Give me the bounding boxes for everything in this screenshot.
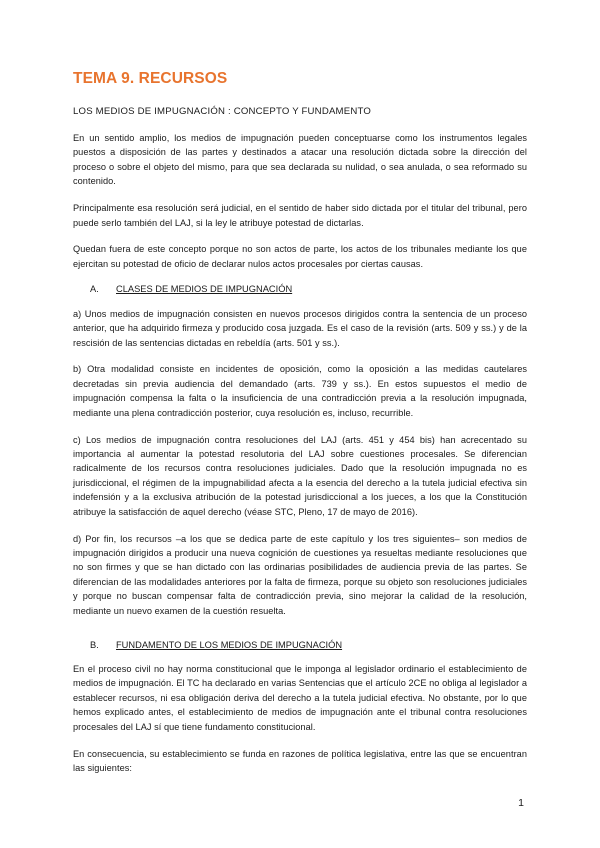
page-number: 1: [518, 797, 524, 809]
section-a-letter: A.: [90, 283, 99, 294]
page-subtitle: LOS MEDIOS DE IMPUGNACIÓN : CONCEPTO Y FUNDAMENTO: [73, 106, 372, 117]
section-b-title: FUNDAMENTO DE LOS MEDIOS DE IMPUGNACIÓN: [116, 639, 343, 650]
intro-paragraph: Principalmente esa resolución será judicial, en el sentido de haber sido dictada por el titular del tribunal, pero puede serlo también del LAJ, si la ley le atribuye potestad de dictarlas.: [73, 203, 527, 228]
section-a-paragraph: d) Por fin, los recursos –a los que se dedica parte de este capítulo y los tres siguientes– son medios de impugnación dirigidos a producir una nueva cognición de cuestiones ya resueltas mediante resoluciones que no son firmes y que se han dictado con las ordinarias posibilidades de audiencia previa de las partes. Se diferencian de las modalidades anteriores por la falta de firmeza, porque su objeto son resoluciones judiciales y porque no buscan compensar falta de contradicción previa, sino mejorar la calidad de la resolución, mediante un nuevo examen de la cuestión resuelta.: [73, 533, 527, 616]
section-a-paragraph: a) Unos medios de impugnación consisten en nuevos procesos dirigidos contra la sentencia de un proceso anterior, que ha adquirido firmeza y producido cosa juzgada. Es el caso de la revisión (arts. 509 y ss.) y de la rescisión de las sentencias dictadas en rebeldía (arts. 501 y ss.).: [73, 308, 527, 348]
section-b-letter: B.: [90, 639, 99, 650]
intro-paragraph: Quedan fuera de este concepto porque no son actos de parte, los actos de los tribunales mediante los que ejercitan su potestad de oficio de declarar nulos actos procesales por ciertas causas.: [73, 244, 527, 269]
page-title: TEMA 9. RECURSOS: [73, 70, 228, 87]
section-b-paragraph: En el proceso civil no hay norma constitucional que le imponga al legislador ordinario el establecimiento de medios de impugnación. El TC ha declarado en varias Sentencias que el artículo 2CE no obliga al legislador a establecer recursos, ni esa obligación deriva del derecho a la tutela judicial efectiva. No obstante, por lo que hemos explicado antes, el establecimiento de medios de impugnación ante el tribunal contra resoluciones procesales del LAJ sí que tiene fundamento constitucional.: [73, 663, 527, 732]
page-content: [73, 70, 527, 788]
section-a-paragraph: c) Los medios de impugnación contra resoluciones del LAJ (arts. 451 y 454 bis) han acrecentado su importancia al aumentar la potestad resolutoria del LAJ sobre cuestiones procesales. Se diferencian radicalmente de los recursos contra resoluciones judiciales. Dado que la resolución impugnada no es jurisdiccional, el régimen de la impugnabilidad afecta a la esencia del derecho a la tutela judicial efectiva sin indefensión y a la exclusiva atribución de la potestad jurisdiccional a los jueces, a los que la Constitución atribuye la satisfacción de aquel derecho (véase STC, Pleno, 17 de mayo de 2016).: [73, 434, 527, 517]
section-a-heading: [90, 284, 527, 294]
section-b-paragraph: En consecuencia, su establecimiento se funda en razones de política legislativa, entre las que se encuentran las siguientes:: [73, 748, 527, 773]
intro-paragraph: En un sentido amplio, los medios de impugnación pueden conceptuarse como los instrumentos legales puestos a disposición de las partes y destinados a atacar una resolución dictada sobre la dirección del proceso o sobre el objeto del mismo, para que sea declarada su nulidad, o sea anulada, o sea reformado su contenido.: [73, 133, 527, 187]
section-a-paragraph: b) Otra modalidad consiste en incidentes de oposición, como la oposición a las medidas cautelares decretadas sin previa audiencia del demandado (arts. 739 y ss.). En estos supuestos el medio de impugnación compensa la falta o la insuficiencia de una contradicción previa a la resolución impugnada, mediante una plena contradicción posterior, cuya resolución es, incluso, recurrible.: [73, 364, 527, 418]
section-a-title: CLASES DE MEDIOS DE IMPUGNACIÓN: [116, 283, 293, 294]
section-b-heading: [90, 640, 527, 650]
